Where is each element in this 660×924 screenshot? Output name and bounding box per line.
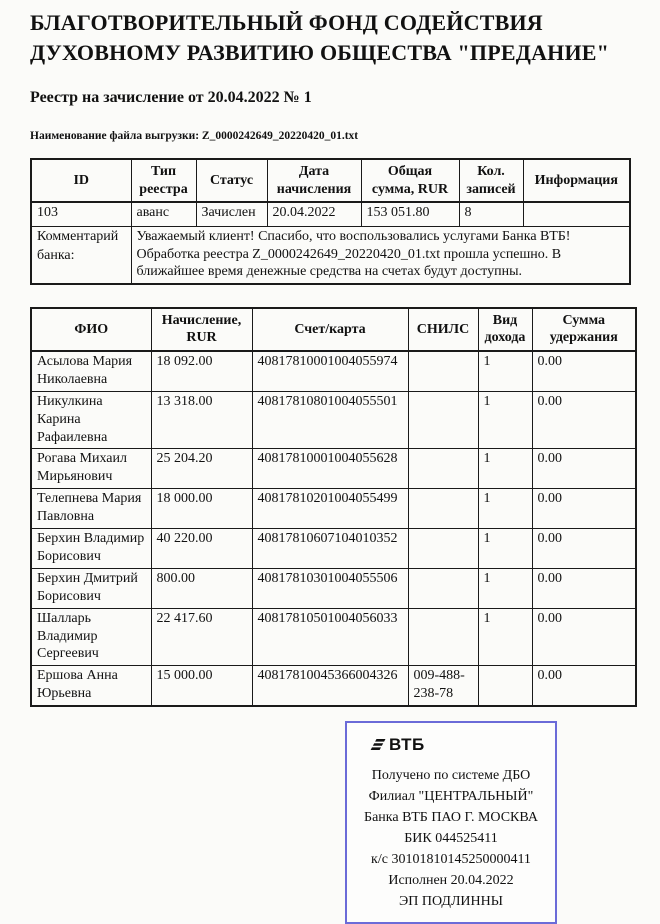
amount-cell: 40 220.00 — [151, 529, 252, 569]
header-fio: ФИО — [31, 308, 151, 351]
person-row — [31, 608, 636, 666]
stamp-line: Исполнен 20.04.2022 — [388, 873, 514, 889]
amount-cell: 800.00 — [151, 568, 252, 608]
person-row — [31, 529, 636, 569]
amount-cell: 15 000.00 — [151, 666, 252, 706]
snils-cell — [408, 391, 478, 449]
income-type-cell: 1 — [478, 568, 532, 608]
header-id: ID — [31, 159, 131, 202]
person-row — [31, 351, 636, 391]
header-status: Статус — [196, 159, 267, 202]
header-accrual: Начисление, RUR — [151, 308, 252, 351]
fio-cell: Шалларь Владимир Сергеевич — [31, 608, 151, 666]
fio-cell: Берхин Дмитрий Борисович — [31, 568, 151, 608]
snils-cell: 009-488-238-78 — [408, 666, 478, 706]
fio-cell: Рогава Михаил Мирьянович — [31, 449, 151, 489]
stamp-line: Получено по системе ДБО — [371, 768, 531, 784]
income-type-cell: 1 — [478, 351, 532, 391]
amount-cell: 25 204.20 — [151, 449, 252, 489]
withholding-cell: 0.00 — [532, 351, 636, 391]
vtb-logo-text: ВТБ — [389, 735, 425, 755]
bank-comment-label: Комментарий банка: — [31, 227, 131, 284]
income-type-cell: 1 — [478, 449, 532, 489]
account-cell: 40817810501004056033 — [252, 608, 408, 666]
beneficiaries-header-row — [31, 308, 636, 351]
bank-stamp — [345, 721, 557, 924]
person-row — [31, 568, 636, 608]
fio-cell: Берхин Владимир Борисович — [31, 529, 151, 569]
withholding-cell: 0.00 — [532, 529, 636, 569]
vtb-logo — [369, 735, 547, 755]
account-cell: 40817810301004055506 — [252, 568, 408, 608]
registry-type-cell: аванс — [131, 202, 196, 227]
status-cell: Зачислен — [196, 202, 267, 227]
header-total-sum: Общая сумма, RUR — [361, 159, 459, 202]
total-sum-cell: 153 051.80 — [361, 202, 459, 227]
fio-cell: Никулкина Карина Рафаилевна — [31, 391, 151, 449]
accrual-date-cell: 20.04.2022 — [267, 202, 361, 227]
account-cell: 40817810607104010352 — [252, 529, 408, 569]
snils-cell — [408, 529, 478, 569]
fio-cell: Ершова Анна Юрьевна — [31, 666, 151, 706]
amount-cell: 22 417.60 — [151, 608, 252, 666]
bank-comment-text: Уважаемый клиент! Спасибо, что воспользовались услугами Банка ВТБ! Обработка реестра Z_0000242649_20220420_01.txt прошла успешно. В ближайшее время денежные средства на счетах будут доступны. — [131, 227, 630, 284]
account-cell: 40817810001004055974 — [252, 351, 408, 391]
header-withholding: Сумма удержания — [532, 308, 636, 351]
record-count-cell: 8 — [459, 202, 523, 227]
withholding-cell: 0.00 — [532, 489, 636, 529]
fio-cell: Телепнева Мария Павловна — [31, 489, 151, 529]
registry-data-row — [31, 202, 630, 227]
amount-cell: 18 000.00 — [151, 489, 252, 529]
header-record-count: Кол. записей — [459, 159, 523, 202]
stamp-line: ЭП ПОДЛИННЫ — [399, 894, 503, 910]
registry-subtitle: Реестр на зачисление от 20.04.2022 № 1 — [30, 89, 312, 107]
account-cell: 40817810201004055499 — [252, 489, 408, 529]
stamp-line: Филиал "ЦЕНТРАЛЬНЫЙ" — [368, 789, 534, 805]
header-income-type: Вид дохода — [478, 308, 532, 351]
withholding-cell: 0.00 — [532, 449, 636, 489]
snils-cell — [408, 568, 478, 608]
registry-summary-table — [30, 158, 631, 285]
person-row — [31, 391, 636, 449]
stamp-line: Банка ВТБ ПАО Г. МОСКВА — [364, 810, 538, 826]
snils-cell — [408, 608, 478, 666]
beneficiaries-table — [30, 307, 637, 707]
withholding-cell: 0.00 — [532, 391, 636, 449]
information-cell — [523, 202, 630, 227]
stamp-line: БИК 044525411 — [404, 831, 498, 847]
stamp-line: к/с 30101810145250000411 — [371, 852, 531, 868]
account-cell: 40817810801004055501 — [252, 391, 408, 449]
export-file-name: Наименование файла выгрузки: Z_0000242649_20220420_01.txt — [30, 130, 359, 143]
person-row — [31, 666, 636, 706]
bank-comment-row — [31, 227, 630, 284]
income-type-cell — [478, 666, 532, 706]
registry-header-row — [31, 159, 630, 202]
page-title-line2: ДУХОВНОМУ РАЗВИТИЮ ОБЩЕСТВА "ПРЕДАНИЕ" — [30, 39, 610, 65]
income-type-cell: 1 — [478, 391, 532, 449]
header-account: Счет/карта — [252, 308, 408, 351]
page-title — [30, 8, 632, 67]
withholding-cell: 0.00 — [532, 568, 636, 608]
fio-cell: Асылова Мария Николаевна — [31, 351, 151, 391]
amount-cell: 18 092.00 — [151, 351, 252, 391]
snils-cell — [408, 489, 478, 529]
page-title-line1: БЛАГОТВОРИТЕЛЬНЫЙ ФОНД СОДЕЙСТВИЯ — [30, 10, 543, 35]
amount-cell: 13 318.00 — [151, 391, 252, 449]
header-accrual-date: Дата начисления — [267, 159, 361, 202]
header-information: Информация — [523, 159, 630, 202]
income-type-cell: 1 — [478, 608, 532, 666]
person-row — [31, 489, 636, 529]
withholding-cell: 0.00 — [532, 608, 636, 666]
header-registry-type: Тип реестра — [131, 159, 196, 202]
header-snils: СНИЛС — [408, 308, 478, 351]
id-cell: 103 — [31, 202, 131, 227]
income-type-cell: 1 — [478, 529, 532, 569]
snils-cell — [408, 449, 478, 489]
account-cell: 40817810001004055628 — [252, 449, 408, 489]
vtb-wing-icon — [369, 738, 386, 752]
person-row — [31, 449, 636, 489]
account-cell: 40817810045366004326 — [252, 666, 408, 706]
income-type-cell: 1 — [478, 489, 532, 529]
snils-cell — [408, 351, 478, 391]
withholding-cell: 0.00 — [532, 666, 636, 706]
